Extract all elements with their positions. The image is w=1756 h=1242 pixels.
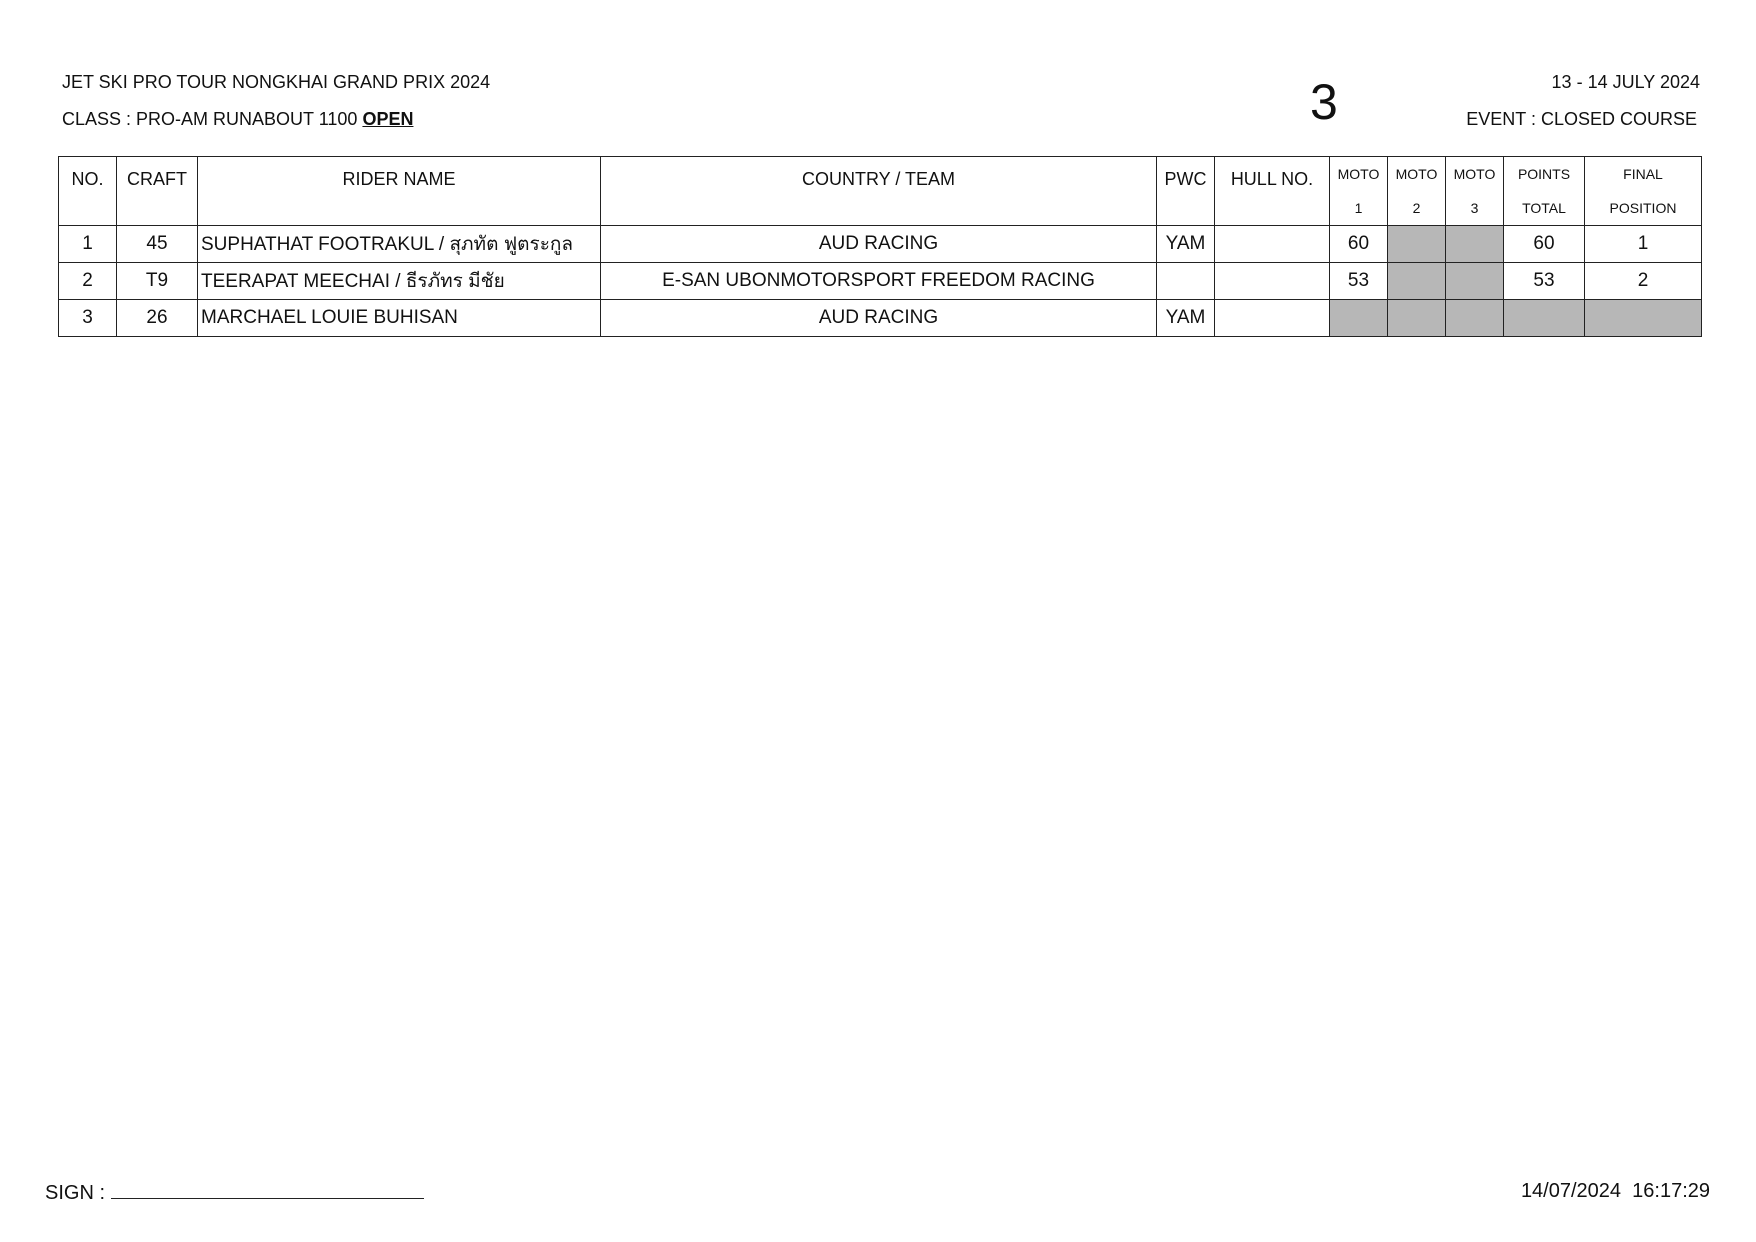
column-header-no: NO. — [59, 157, 117, 226]
cell-craft: T9 — [117, 263, 198, 300]
cell-pwc: YAM — [1157, 226, 1215, 263]
cell-craft: 26 — [117, 300, 198, 337]
cell-hull — [1215, 300, 1330, 337]
cell-rider: MARCHAEL LOUIE BUHISAN — [198, 300, 601, 337]
cell-final-position — [1585, 300, 1702, 337]
event-date: 13 - 14 JULY 2024 — [1551, 72, 1700, 92]
column-header-moto1: MOTO 1 — [1330, 157, 1388, 226]
cell-moto3 — [1446, 263, 1504, 300]
cell-rider: TEERAPAT MEECHAI / ธีรภัทร มีชัย — [198, 263, 601, 300]
cell-rider: SUPHATHAT FOOTRAKUL / สุภทัต ฟูตระกูล — [198, 226, 601, 263]
cell-moto1: 60 — [1330, 226, 1388, 263]
column-header-team: COUNTRY / TEAM — [601, 157, 1157, 226]
table-header-row — [59, 157, 1702, 226]
table-row — [59, 263, 1702, 300]
cell-no: 1 — [59, 226, 117, 263]
results-table — [58, 156, 1702, 337]
cell-team: AUD RACING — [601, 300, 1157, 337]
column-header-final-position: FINAL POSITION — [1585, 157, 1702, 226]
class-open-label: OPEN — [362, 109, 414, 129]
cell-moto3 — [1446, 300, 1504, 337]
column-header-rider: RIDER NAME — [198, 157, 601, 226]
cell-pwc — [1157, 263, 1215, 300]
class-name: CLASS : PRO-AM RUNABOUT 1100 — [62, 109, 358, 129]
print-timestamp: 14/07/2024 16:17:29 — [1520, 1180, 1710, 1202]
cell-moto3 — [1446, 226, 1504, 263]
cell-moto2 — [1388, 226, 1446, 263]
sign-label: SIGN : — [45, 1182, 106, 1204]
cell-hull — [1215, 263, 1330, 300]
cell-no: 2 — [59, 263, 117, 300]
column-header-moto3: MOTO 3 — [1446, 157, 1504, 226]
table-row — [59, 300, 1702, 337]
cell-no: 3 — [59, 300, 117, 337]
event-type: EVENT : CLOSED COURSE — [1466, 109, 1697, 129]
cell-moto1: 53 — [1330, 263, 1388, 300]
sign-field — [45, 1180, 424, 1205]
cell-moto2 — [1388, 263, 1446, 300]
cell-points-total: 53 — [1504, 263, 1585, 300]
cell-moto2 — [1388, 300, 1446, 337]
cell-points-total: 60 — [1504, 226, 1585, 263]
column-header-pwc: PWC — [1157, 157, 1215, 226]
event-title: JET SKI PRO TOUR NONGKHAI GRAND PRIX 2024 — [62, 72, 491, 92]
cell-pwc: YAM — [1157, 300, 1215, 337]
cell-moto1 — [1330, 300, 1388, 337]
cell-craft: 45 — [117, 226, 198, 263]
cell-hull — [1215, 226, 1330, 263]
cell-final-position: 2 — [1585, 263, 1702, 300]
column-header-craft: CRAFT — [117, 157, 198, 226]
column-header-hull: HULL NO. — [1215, 157, 1330, 226]
cell-final-position: 1 — [1585, 226, 1702, 263]
class-line — [62, 108, 413, 130]
signature-line — [111, 1180, 424, 1199]
column-header-points-total: POINTS TOTAL — [1504, 157, 1585, 226]
table-row — [59, 226, 1702, 263]
race-number: 3 — [1310, 74, 1338, 130]
cell-team: AUD RACING — [601, 226, 1157, 263]
column-header-moto2: MOTO 2 — [1388, 157, 1446, 226]
cell-points-total — [1504, 300, 1585, 337]
cell-team: E-SAN UBONMOTORSPORT FREEDOM RACING — [601, 263, 1157, 300]
